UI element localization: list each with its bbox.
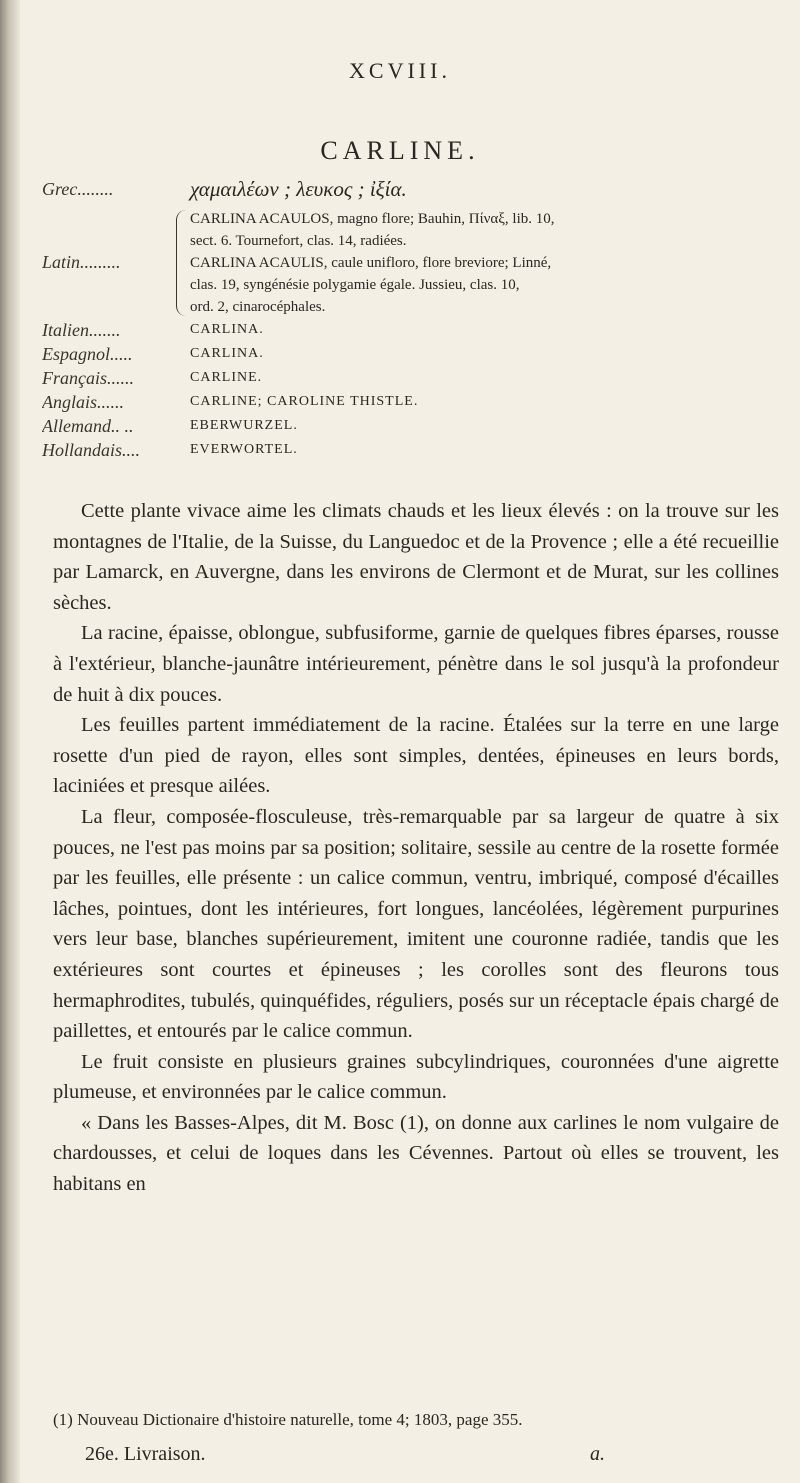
livraison-label: 26e. Livraison. bbox=[85, 1443, 206, 1465]
latin-line: CARLINA ACAULOS, magno flore; Bauhin, Πίναξ, lib. 10, bbox=[190, 211, 555, 227]
paragraph: Les feuilles partent immédiatement de la racine. Étalées sur la terre en une large rosette d'un pied de rayon, elles sont simples, dentées, épineuses en leurs bords, laciniées et presque ailées. bbox=[53, 714, 779, 798]
vernacular-names bbox=[42, 172, 777, 462]
curly-brace bbox=[176, 210, 187, 316]
page-binding-shadow bbox=[0, 0, 20, 1483]
lang-label: Latin......... bbox=[42, 252, 121, 272]
lang-label: Grec........ bbox=[42, 178, 114, 199]
latin-line: ord. 2, cinarocéphales. bbox=[190, 299, 326, 315]
paragraph: La racine, épaisse, oblongue, subfusiforme, garnie de quelques fibres éparses, rousse à l'extérieur, blanche-jaunâtre intérieurement, pénètre dans le sol jusqu'à la profondeur de huit à dix pouces. bbox=[53, 622, 779, 706]
lang-label: Espagnol..... bbox=[42, 343, 133, 364]
page-title: CARLINE. bbox=[320, 136, 480, 165]
latin-line: clas. 19, syngénésie polygamie égale. Jussieu, clas. 10, bbox=[190, 277, 520, 293]
lang-label: Anglais...... bbox=[42, 391, 125, 412]
lang-label: Italien....... bbox=[42, 319, 121, 340]
name-row-grec bbox=[42, 172, 777, 206]
latin-names bbox=[190, 208, 555, 318]
lang-value: CARLINA. bbox=[190, 346, 264, 361]
lang-value: χαμαιλέων ; λευκος ; ἰξία. bbox=[190, 176, 407, 201]
lang-label: Hollandais.... bbox=[42, 439, 141, 460]
paragraph: « Dans les Basses-Alpes, dit M. Bosc (1), on donne aux carlines le nom vulgaire de chardousses, et celui de loques dans les Cévennes. Partout où elles se trouvent, les habitans en bbox=[53, 1111, 779, 1196]
lang-value: CARLINA. bbox=[190, 322, 264, 337]
footnote: (1) Nouveau Dictionaire d'histoire naturelle, tome 4; 1803, page 355. bbox=[53, 1410, 523, 1429]
paragraph: Cette plante vivace aime les climats chauds et les lieux élevés : on la trouve sur les montagnes de l'Italie, de la Suisse, du Languedoc et de la Provence ; elle a été recueillie par Lamarck, en Auvergne, dans les environs de Clermont et de Murat, sur les collines sèches. bbox=[53, 500, 779, 614]
lang-value: CARLINE; CAROLINE THISTLE. bbox=[190, 394, 419, 409]
latin-line: CARLINA ACAULIS, caule unifloro, flore breviore; Linné, bbox=[190, 255, 552, 271]
name-row-francais bbox=[42, 366, 777, 390]
lang-value: CARLINE. bbox=[190, 370, 263, 385]
signature-mark: a. bbox=[590, 1443, 605, 1465]
lang-value: EBERWURZEL. bbox=[190, 418, 298, 433]
name-row-latin bbox=[42, 208, 777, 318]
name-row-italien bbox=[42, 318, 777, 342]
name-row-anglais bbox=[42, 390, 777, 414]
name-row-allemand bbox=[42, 414, 777, 438]
page-footer bbox=[85, 1443, 765, 1466]
lang-value: EVERWORTEL. bbox=[190, 442, 298, 457]
paragraph: La fleur, composée-flosculeuse, très-remarquable par sa largeur de quatre à six pouces, ne l'est pas moins par sa position; solitaire, sessile au centre de la rosette formée par les feuilles, elle présente : un calice commun, ventru, imbriqué, composé d'écailles lâches, pointues, dont les intérieures, fort longues, lancéolées, légèrement purpurines vers leur base, blanches supérieurement, imitent une couronne radiée, tandis que les extérieures sont courtes et épineuses ; les corolles sont des fleurons tous hermaphrodites, tubulés, quinquéfides, réguliers, posés sur un réceptacle épais chargé de paillettes, et entourés par le calice commun. bbox=[53, 805, 779, 1043]
lang-label: Français...... bbox=[42, 367, 134, 388]
body-text bbox=[53, 496, 779, 1200]
paragraph: Le fruit consiste en plusieurs graines subcylindriques, couronnées d'une aigrette plumeuse, et environnées par le calice commun. bbox=[53, 1050, 779, 1104]
name-row-espagnol bbox=[42, 342, 777, 366]
name-row-hollandais bbox=[42, 438, 777, 462]
plate-number: XCVIII. bbox=[349, 58, 451, 83]
latin-line: sect. 6. Tournefort, clas. 14, radiées. bbox=[190, 233, 407, 249]
lang-label: Allemand.. .. bbox=[42, 415, 134, 436]
